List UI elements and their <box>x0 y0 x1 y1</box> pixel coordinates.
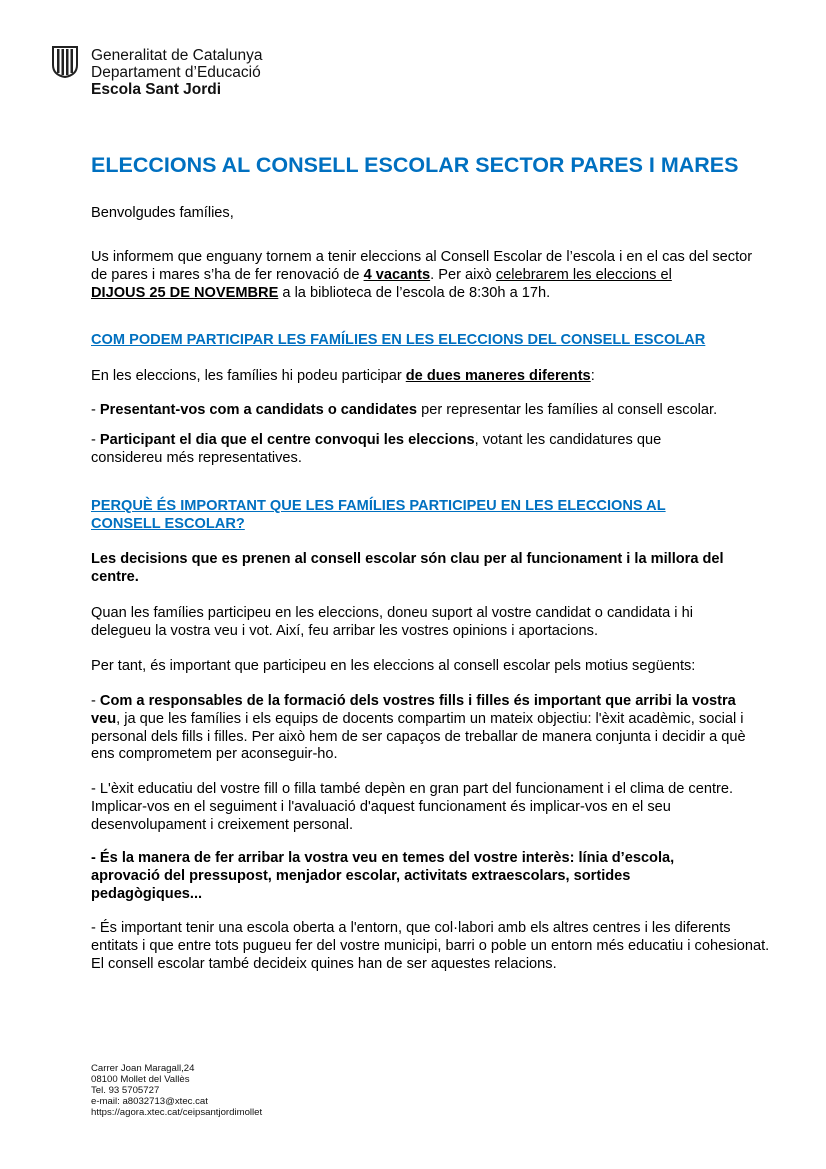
section2-p7: - És important tenir una escola oberta a l'entorn, que col·labori amb els altres centres i les diferents entitats i que entre tots pugueu fer del vostre municipi, barri o poble un entorn més educatiu i cohesionat. El consell escolar també decideix quines han de ser aquestes relacions. <box>91 920 770 972</box>
footer-phone: Tel. 93 5705727 <box>91 1085 160 1096</box>
letterhead-line2: Departament d’Educació <box>91 63 261 81</box>
footer-email: e-mail: a8032713@xtec.cat <box>91 1096 208 1107</box>
section1-heading: COM PODEM PARTICIPAR LES FAMÍLIES EN LES ELECCIONS DEL CONSELL ESCOLAR <box>91 332 706 348</box>
footer-contact <box>91 1063 262 1118</box>
generalitat-logo-icon <box>51 45 79 78</box>
section2-p6: - És la manera de fer arribar la vostra veu en temes del vostre interès: línia d’escola, aprovació del pressupost, menjador escolar, activitats extraescolars, sortides pedagògiques... <box>91 850 675 902</box>
section2-p3: Per tant, és important que participeu en les eleccions al consell escolar pels motius següents: <box>91 658 696 674</box>
section2-p5: - L'èxit educatiu del vostre fill o filla també depèn en gran part del funcionament i el clima de centre. Implicar-vos en el seguiment i l'avaluació d'aquest funcionament és implicar-vos en el seu desenvolupament i creixement personal. <box>91 781 734 833</box>
footer-city: 08100 Mollet del Vallès <box>91 1074 190 1085</box>
section1-p3: - Participant el dia que el centre convoqui les eleccions, votant les candidatures que considereu més representatives. <box>91 432 662 466</box>
greeting: Benvolgudes famílies, <box>91 205 234 221</box>
page-title: ELECCIONS AL CONSELL ESCOLAR SECTOR PARES I MARES <box>91 153 739 177</box>
school-name: Escola Sant Jordi <box>91 80 222 98</box>
intro-paragraph: Us informem que enguany tornem a tenir eleccions al Consell Escolar de l’escola i en el cas del sector de pares i mares s’ha de fer renovació de 4 vacants. Per això celebrarem les eleccions el DIJOUS 25 DE NOVEMBRE a la biblioteca de l’escola de 8:30h a 17h. <box>91 249 753 301</box>
footer-website: https://agora.xtec.cat/ceipsantjordimollet <box>91 1107 263 1118</box>
section2-p1: Les decisions que es prenen al consell escolar són clau per al funcionament i la millora del centre. <box>91 551 724 585</box>
letterhead-line1: Generalitat de Catalunya <box>91 47 263 64</box>
section2-p4: - Com a responsables de la formació dels vostres fills i filles és important que arribi la vostra veu, ja que les famílies i els equips de docents compartim un mateix objectiu: l'èxit acadèmic, social i personal dels fills i filles. Per això hem de ser capaços de treballar de manera conjunta i decidir a què ens comprometem per aconseguir-ho. <box>91 693 746 763</box>
section1-p2: - Presentant-vos com a candidats o candidates per representar les famílies al consell escolar. <box>91 402 718 418</box>
letterhead <box>91 48 262 98</box>
footer-address: Carrer Joan Maragall,24 <box>91 1063 195 1074</box>
section1-p1: En les eleccions, les famílies hi podeu participar de dues maneres diferents: <box>91 368 595 384</box>
section2-p2: Quan les famílies participeu en les eleccions, doneu suport al vostre candidat o candidata i hi delegueu la vostra veu i vot. Així, feu arribar les vostres opinions i aportacions. <box>91 605 693 639</box>
section2-heading: PERQUÈ ÉS IMPORTANT QUE LES FAMÍLIES PARTICIPEU EN LES ELECCIONS AL CONSELL ESCOLAR? <box>91 498 666 532</box>
